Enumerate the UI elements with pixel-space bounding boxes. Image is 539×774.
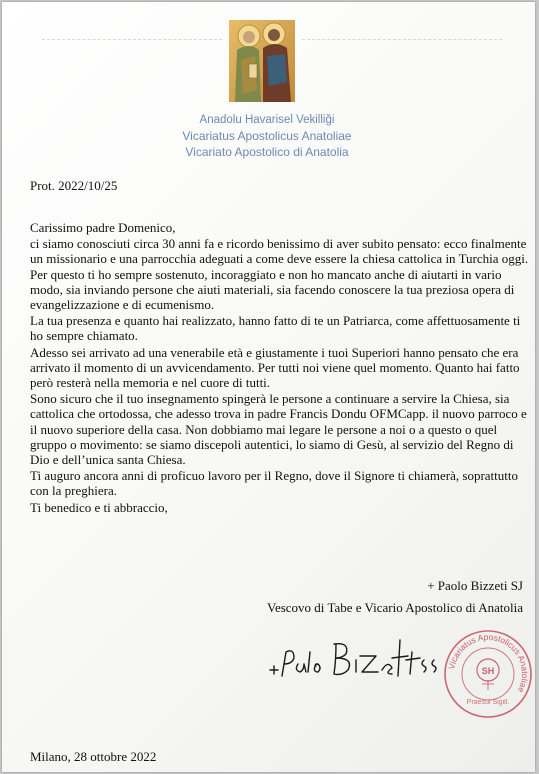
salutation: Carissimo padre Domenico, [30, 220, 176, 235]
letter-body [30, 220, 535, 516]
closing: Ti benedico e ti abbraccio, [30, 499, 168, 515]
header-line-italian: Vicariato Apostolico di Anatolia [185, 145, 349, 159]
paragraph: La tua presenza e quanto hai realizzato, hanno fatto di te un Patriarca, come affettuosamente ti ho sempre chiamato. [30, 313, 521, 344]
handwritten-signature [264, 630, 444, 690]
svg-text:Praesul Sigill.: Praesul Sigill. [466, 699, 510, 706]
header-line-latin: Vicariatus Apostolicus Anatoliae [182, 129, 352, 143]
paragraph: Sono sicuro che il tuo insegnamento spingerà le persone a continuare a servire la Chiesa, sia cattolica che ortodossa, che adesso trova in padre Francis Dondu OFMCapp. il nuovo parroco e il nuovo superiore della casa. Non dobbiamo mai legare le persone a noi o a questo o quel gruppo o movimento: se siamo discepoli autentici, lo siamo di Gesù, al servizio del Regno di Dio e dell’unica santa Chiesa. [30, 391, 527, 468]
svg-text:Vicariatus Apostolicus Anatoli: Vicariatus Apostolicus Anatoliae [446, 631, 531, 695]
official-seal-stamp [442, 628, 534, 720]
svg-text:SH: SH [481, 666, 495, 676]
header-rule-right [302, 39, 502, 40]
paragraph: Ti auguro ancora anni di proficuo lavoro per il Regno, dove il Signore ti chiamerà, soprattutto con la preghiera. [30, 468, 518, 499]
signatory-name: + Paolo Bizzeti SJ [427, 578, 523, 593]
protocol-number: Prot. 2022/10/25 [30, 178, 118, 193]
letter-page [2, 2, 535, 772]
paragraph: Adesso sei arrivato ad una venerabile età e giustamente i tuoi Superiori hanno pensato che era arrivato il momento di un avvicendamento. Per tutti noi viene quel momento. Quanto hai fatto però resterà nella memoria e nel cuore di tutti. [30, 344, 520, 391]
apostles-icon-logo [229, 20, 295, 102]
place-and-date: Milano, 28 ottobre 2022 [30, 749, 157, 764]
header-line-turkish: Anadolu Havarisel Vekilliği [199, 114, 335, 126]
paragraph: ci siamo conosciuti circa 30 anni fa e ricordo benissimo di aver subito pensato: ecco finalmente un missionario e una parrocchia adeguati a come deve essere la chiesa cattolica in Turchia oggi. Per questo ti ho sempre sostenuto, incoraggiato e non ho mancato anche di aiutarti in vario modo, sia inviando persone che aiuti materiali, sia facendo conoscere la tua preziosa opera di evangelizzazione e di ecumenismo. [30, 236, 529, 313]
signatory-role: Vescovo di Tabe e Vicario Apostolico di Anatolia [267, 600, 523, 615]
header-rule-left [42, 39, 222, 40]
